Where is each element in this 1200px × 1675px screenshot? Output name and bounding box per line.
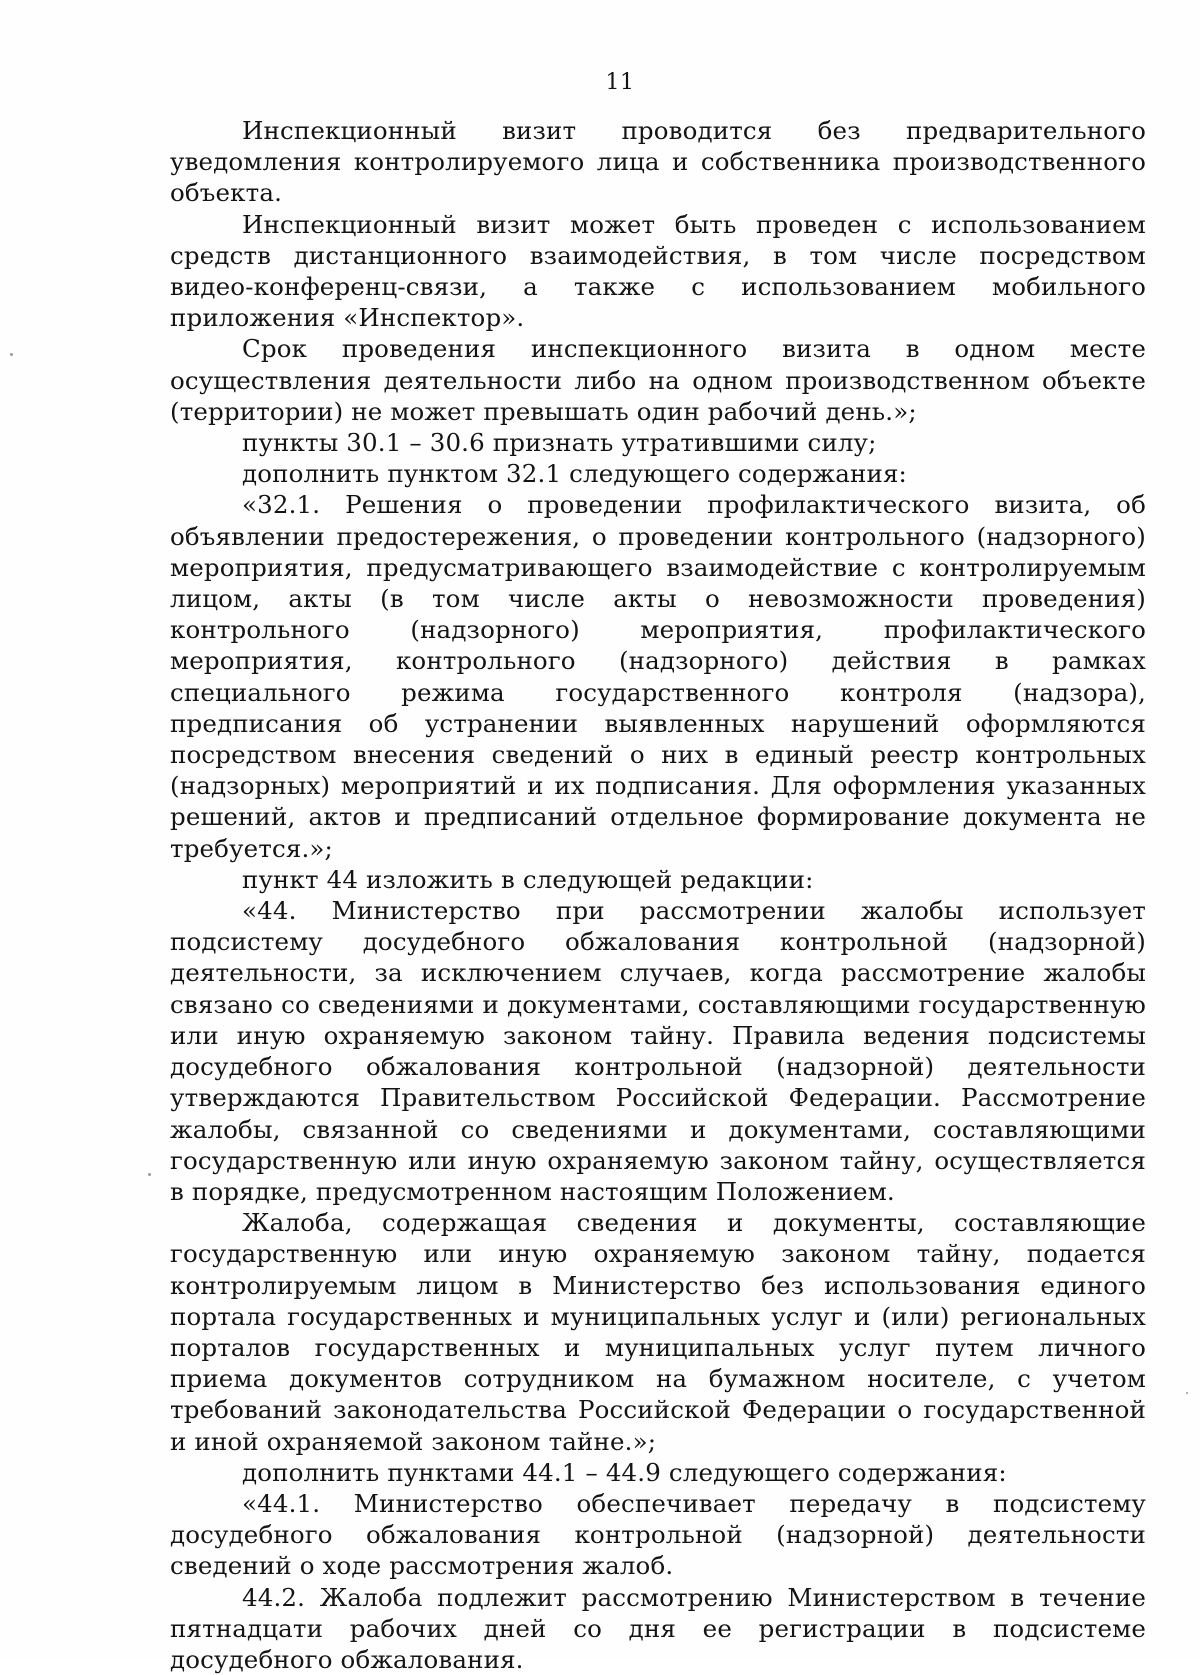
paragraph-clause-44: «44. Министерство при рассмотрении жалобы использует подсистему досудебного обжалования контрольной (надзорной) деятельности, за исключением случаев, когда рассмотрение жалобы связано со сведениями и документами, составляющими государственную или иную охраняемую законом тайну. Правила ведения подсистемы досудебного обжалования контрольной (надзорной) деятельности утверждаются Правительством Российской Федерации. Рассмотрение жалобы, связанной со сведениями и документами, составляющими государственную или иную охраняемую законом тайну, осуществляется в порядке, предусмотренном настоящим Положением. xyxy=(170,896,1146,1206)
paragraph-amendment-44-intro: пункт 44 изложить в следующей редакции: xyxy=(242,864,814,894)
paragraph-clause-32-1: «32.1. Решения о проведении профилактического визита, об объявлении предостережения, о проведении контрольного (надзорного) мероприятия, предусматривающего взаимодействие с контролируемым лицом, акты (в том числе акты о невозможности проведения) контрольного (надзорного) мероприятия, профилактического мероприятия, контрольного (надзорного) действия в рамках специального режима государственного контроля (надзора), предписания об устранении выявленных нарушений оформляются посредством внесения сведений о них в единый реестр контрольных (надзорных) мероприятий и их подписания. Для оформления указанных решений, актов и предписаний отдельное формирование документа не требуется.»; xyxy=(170,490,1146,863)
paragraph-amendment-30: пункты 30.1 – 30.6 признать утратившими силу; xyxy=(242,428,877,458)
paragraph-visit-duration: Срок проведения инспекционного визита в одном месте осуществления деятельности либо на одном производственном объекте (территории) не может превышать один рабочий день.»; xyxy=(170,334,1146,426)
paragraph-inspection-visit-notice: Инспекционный визит проводится без предварительного уведомления контролируемого лица и собственника производственного объекта. xyxy=(170,116,1146,208)
scan-speck xyxy=(1186,1392,1188,1394)
paragraph-amendment-32-intro: дополнить пунктом 32.1 следующего содержания: xyxy=(242,459,907,489)
paragraph-clause-44-1: «44.1. Министерство обеспечивает передачу в подсистему досудебного обжалования контрольной (надзорной) деятельности сведений о ходе рассмотрения жалоб. xyxy=(170,1488,1146,1581)
paragraph-remote-interaction: Инспекционный визит может быть проведен с использованием средств дистанционного взаимодействия, в том числе посредством видео-конференц-связи, а также с использованием мобильного приложения «Инспектор». xyxy=(170,209,1146,333)
scan-speck xyxy=(10,353,13,356)
scan-speck xyxy=(148,1173,151,1176)
page-number: 11 xyxy=(605,70,635,95)
paragraph-clause-44-2: 44.2. Жалоба подлежит рассмотрению Министерством в течение пятнадцати рабочих дней со дня ее регистрации в подсистеме досудебного обжалования. xyxy=(170,1582,1146,1674)
paragraph-amendment-44-1-intro: дополнить пунктами 44.1 – 44.9 следующего содержания: xyxy=(242,1457,1007,1487)
document-body xyxy=(170,115,1146,1675)
paragraph-clause-44-secret: Жалоба, содержащая сведения и документы, составляющие государственную или иную охраняемую законом тайну, подается контролируемым лицом в Министерство без использования единого портала государственных и муниципальных услуг и (или) региональных порталов государственных и муниципальных услуг путем личного приема документов сотрудником на бумажном носителе, с учетом требований законодательства Российской Федерации о государственной и иной охраняемой законом тайне.»; xyxy=(170,1208,1146,1456)
